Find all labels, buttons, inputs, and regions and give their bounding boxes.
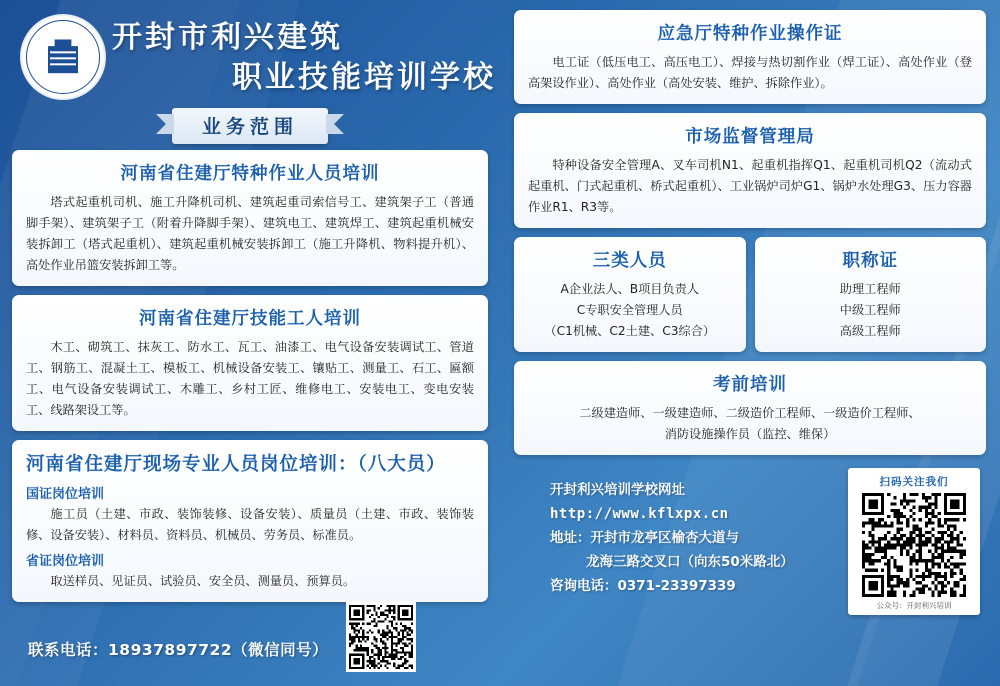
school-logo <box>20 14 106 100</box>
card-title: 河南省住建厅特种作业人员培训 <box>120 164 380 184</box>
consult-phone: 咨询电话：0371-23397339 <box>550 578 736 594</box>
address-line-2: 龙海三路交叉口（向东50米路北） <box>586 554 794 570</box>
card-special-operations-training <box>12 150 488 286</box>
card-line-3: （C1机械、C2土建、C3综合） <box>544 324 716 338</box>
school-name-line1: 开封市利兴建筑 <box>112 20 343 55</box>
two-column-row <box>514 237 986 361</box>
card-eight-members-training <box>12 440 488 602</box>
card-line-1: A企业法人、B项目负责人 <box>560 282 700 296</box>
card-line-2: 中级工程师 <box>839 303 901 317</box>
card-body: 电工证（低压电工、高压电工）、焊接与热切割作业（焊工证）、高处作业（登高架设作业）、高处作业（高处安装、维护、拆除作业）。 <box>528 55 972 90</box>
right-footer <box>514 464 986 614</box>
school-name-line2: 职业技能培训学校 <box>232 60 496 95</box>
card-skilled-worker-training <box>12 295 488 431</box>
card-three-types-personnel <box>514 237 746 352</box>
poster-header <box>12 10 496 106</box>
card-exam-prep-training <box>514 361 986 455</box>
official-account-qr-block <box>848 468 980 615</box>
website-url[interactable]: http://www.kflxpx.cn <box>550 506 729 522</box>
qr-code-image <box>349 605 413 669</box>
card-line-1: 二级建造师、一级建造师、二级造价工程师、一级造价工程师、 <box>579 406 921 420</box>
card-title: 河南省住建厅技能工人培训 <box>139 309 361 329</box>
card-body: 塔式起重机司机、施工升降机司机、建筑起重司索信号工、建筑架子工（普通脚手架）、建筑架子工（附着升降脚手架）、建筑电工、建筑焊工、建筑起重机械安装拆卸工（塔式起重机）、建筑起重机械安装拆卸工（施工升降机、物料提升机）、高处作业吊篮安装拆卸工等。 <box>26 195 474 272</box>
qr-code-image <box>862 493 966 597</box>
website-label: 开封利兴培训学校网址 <box>550 482 685 498</box>
right-column <box>500 0 1000 686</box>
card-title: 三类人员 <box>592 251 667 271</box>
contact-phone: 联系电话：18937897722（微信同号） <box>28 641 329 659</box>
address-line-1: 地址：开封市龙亭区榆杏大道与 <box>550 530 739 546</box>
card-title: 应急厅特种作业操作证 <box>657 24 843 44</box>
page-title <box>112 18 504 98</box>
card-title: 市场监督管理局 <box>685 127 815 147</box>
card-professional-title-cert <box>755 237 987 352</box>
card-title: 职称证 <box>842 251 898 271</box>
section-ribbon <box>12 108 488 142</box>
card-line-1: 助理工程师 <box>839 282 901 296</box>
building-icon-detail <box>48 39 78 73</box>
subsection-body-national: 施工员（土建、市政、装饰装修、设备安装）、质量员（土建、市政、装饰装修、设备安装）、材料员、资料员、机械员、劳务员、标准员。 <box>26 507 474 542</box>
card-line-2: 消防设施操作员（监控、维保） <box>664 427 836 441</box>
card-line-2: C专职安全管理人员 <box>576 303 683 317</box>
card-title: 河南省住建厅现场专业人员岗位培训：（八大员） <box>26 454 446 475</box>
qr-caption: 扫码关注我们 <box>879 476 949 488</box>
subsection-body-provincial: 取送样员、见证员、试验员、安全员、测量员、预算员。 <box>50 574 356 588</box>
qr-code-svg <box>862 493 966 597</box>
subsection-title-provincial: 省证岗位培训 <box>26 554 105 569</box>
left-footer <box>12 606 488 678</box>
footer-contact-info <box>550 478 794 598</box>
card-line-3: 高级工程师 <box>839 324 901 338</box>
card-emergency-dept-cert <box>514 10 986 104</box>
wechat-qr-code <box>346 602 416 672</box>
qr-caption-secondary: 公众号：开封利兴培训 <box>876 601 952 610</box>
subsection-title-national: 国证岗位培训 <box>26 487 105 502</box>
card-title: 考前培训 <box>713 375 787 395</box>
card-market-supervision-bureau <box>514 113 986 228</box>
card-body: 特种设备安全管理A、叉车司机N1、起重机指挥Q1、起重机司机Q2（流动式起重机、门式起重机、桥式起重机）、工业锅炉司炉G1、锅炉水处理G3、压力容器作业R1、R3等。 <box>528 158 972 214</box>
ribbon-label: 业务范围 <box>172 108 328 144</box>
card-body: 木工、砌筑工、抹灰工、防水工、瓦工、油漆工、电气设备安装调试工、管道工、钢筋工、混凝土工、模板工、机械设备安装工、镶贴工、测量工、石工、匾额工、电气设备安装调试工、木雕工、乡村工匠、维修电工、安装电工、变电安装工、线路架设工等。 <box>26 340 474 417</box>
